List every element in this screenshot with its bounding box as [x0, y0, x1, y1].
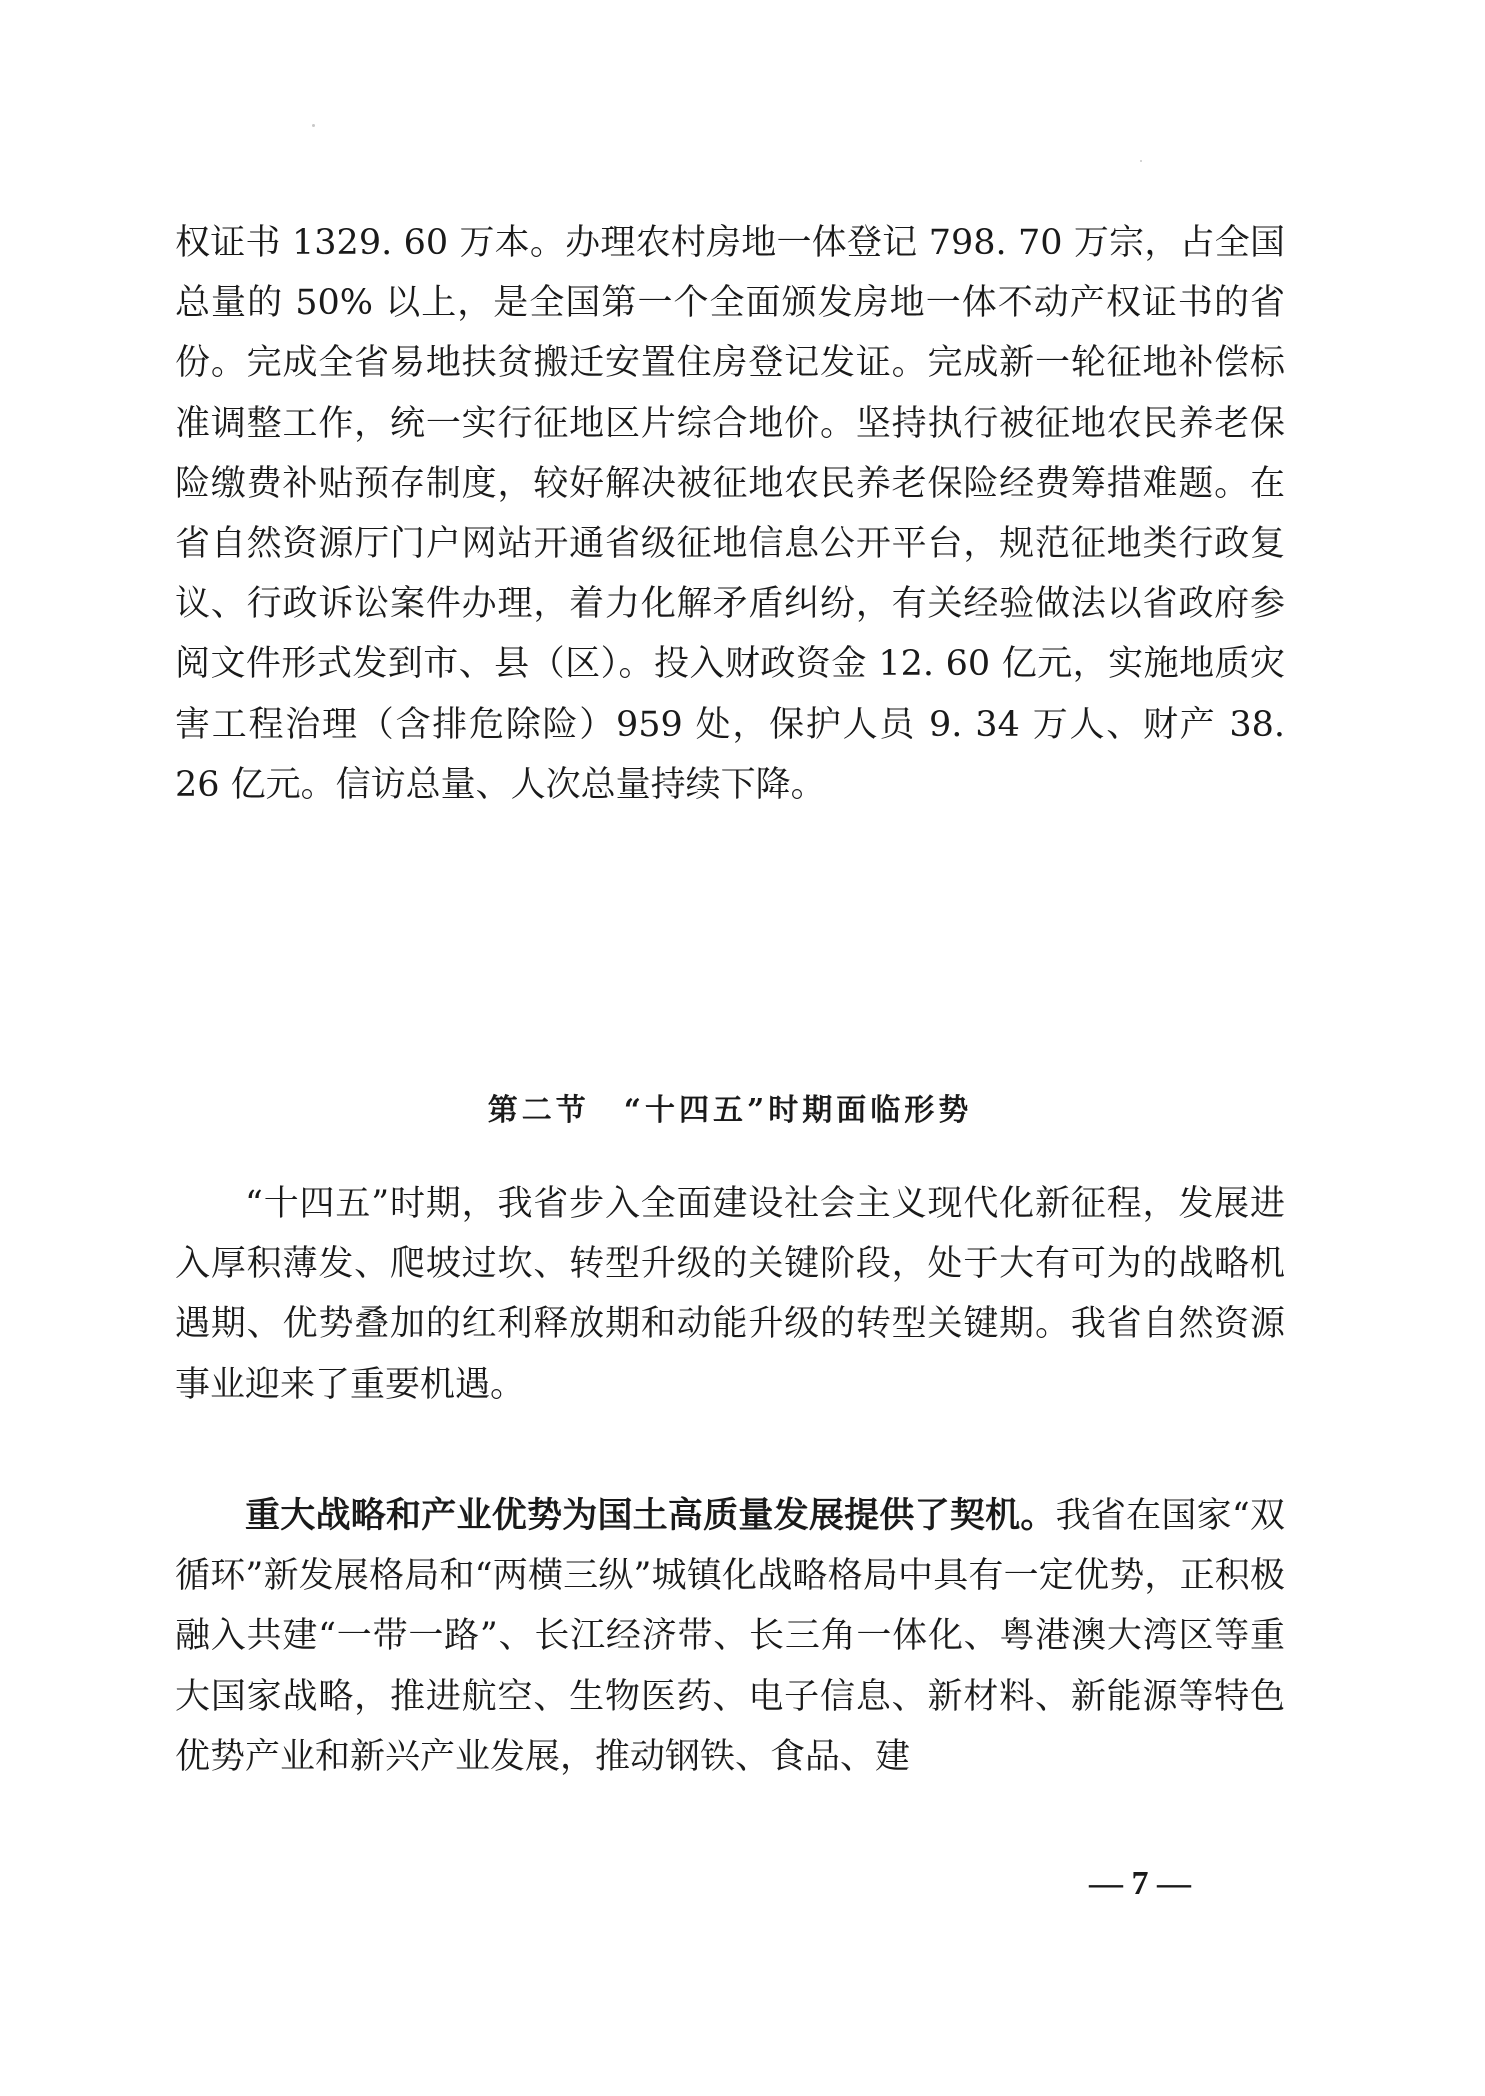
page-number: — 7 —	[1089, 1865, 1191, 1902]
body-paragraph-3	[175, 1486, 1285, 1787]
scan-speck	[312, 124, 315, 127]
paragraph-body-text: 我省在国家“双循环”新发展格局和“两横三纵”城镇化战略格局中具有一定优势，正积极融入共建“一带一路”、长江经济带、长三角一体化、粤港澳大湾区等重大国家战略，推进航空、生物医药、电子信息、新材料、新能源等特色优势产业和新兴产业发展，推动钢铁、食品、建	[175, 1496, 1285, 1777]
body-paragraph-2: “十四五”时期，我省步入全面建设社会主义现代化新征程，发展进入厚积薄发、爬坡过坎、转型升级的关键阶段，处于大有可为的战略机遇期、优势叠加的红利释放期和动能升级的转型关键期。我省自然资源事业迎来了重要机遇。	[175, 1184, 1285, 1405]
section-heading: 第二节 “十四五”时期面临形势	[487, 1093, 973, 1128]
scan-speck	[1140, 160, 1142, 162]
body-paragraph-1: 权证书 1329. 60 万本。办理农村房地一体登记 798. 70 万宗，占全国总量的 50% 以上，是全国第一个全面颁发房地一体不动产权证书的省份。完成全省易地扶贫搬迁安置住房登记发证。完成新一轮征地补偿标准调整工作，统一实行征地区片综合地价。坚持执行被征地农民养老保险缴费补贴预存制度，较好解决被征地农民养老保险经费筹措难题。在省自然资源厅门户网站开通省级征地信息公开平台，规范征地类行政复议、行政诉讼案件办理，着力化解矛盾纠纷，有关经验做法以省政府参阅文件形式发到市、县（区）。投入财政资金 12. 60 亿元，实施地质灾害工程治理（含排危除险）959 处，保护人员 9. 34 万人、财产 38. 26 亿元。信访总量、人次总量持续下降。	[175, 223, 1285, 805]
paragraph-lead-sentence: 重大战略和产业优势为国土高质量发展提供了契机。	[245, 1495, 1056, 1536]
